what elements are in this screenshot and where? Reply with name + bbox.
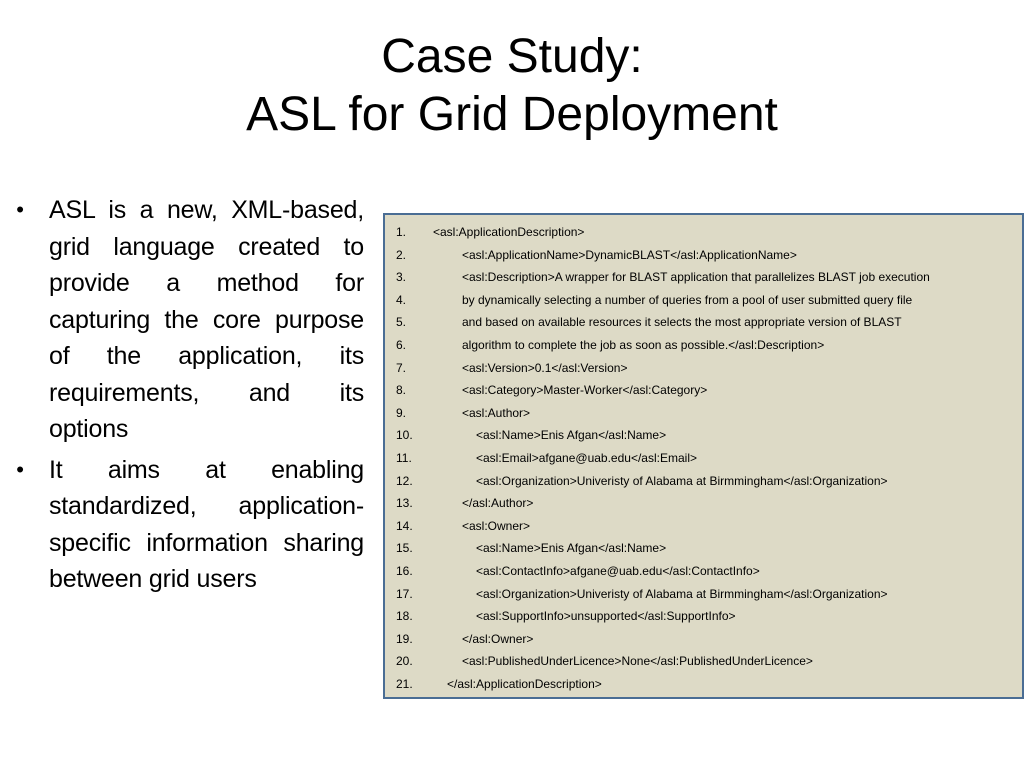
line-number: 16. <box>396 563 413 578</box>
code-line <box>385 379 1022 402</box>
line-text: <asl:Category>Master-Worker</asl:Category> <box>462 383 708 398</box>
line-text: and based on available resources it selects the most appropriate version of BLAST <box>462 315 902 330</box>
line-number: 1. <box>396 225 407 239</box>
code-line <box>385 402 1022 425</box>
code-line <box>385 221 1022 244</box>
line-text: <asl:Name>Enis Afgan</asl:Name> <box>476 541 667 556</box>
line-number: 6. <box>396 337 407 352</box>
line-text: <asl:Organization>Univeristy of Alabama at Birmmingham</asl:Organization> <box>476 473 888 488</box>
line-text: <asl:Version>0.1</asl:Version> <box>462 360 628 375</box>
code-line <box>385 289 1022 312</box>
line-number: 21. <box>396 676 413 691</box>
line-text: algorithm to complete the job as soon as possible.</asl:Description> <box>462 337 825 352</box>
line-number: 9. <box>396 405 407 420</box>
code-line <box>385 311 1022 334</box>
line-number: 7. <box>396 360 407 375</box>
code-listing <box>383 213 1024 699</box>
code-line <box>385 583 1022 606</box>
bullet-item <box>10 192 364 448</box>
bullet-icon: • <box>16 197 24 222</box>
line-text: <asl:Email>afgane@uab.edu</asl:Email> <box>476 450 697 465</box>
line-number: 8. <box>396 383 407 398</box>
line-number: 10. <box>396 428 413 443</box>
code-line <box>385 266 1022 289</box>
code-line <box>385 334 1022 357</box>
bullet-text: It aims at enabling standardized, application-specific information sharing between grid users <box>49 455 364 593</box>
line-number: 11. <box>396 450 412 465</box>
code-line <box>385 605 1022 628</box>
code-line <box>385 560 1022 583</box>
line-text: <asl:ContactInfo>afgane@uab.edu</asl:ContactInfo> <box>476 563 760 578</box>
bullet-item <box>10 452 364 598</box>
code-line <box>385 515 1022 538</box>
bullet-text: ASL is a new, XML-based, grid language created to provide a method for capturing the core purpose of the application, its requirements, and its options <box>49 196 364 443</box>
line-text: <asl:ApplicationDescription> <box>433 225 585 239</box>
line-text: </asl:Owner> <box>462 631 534 646</box>
code-line <box>385 650 1022 673</box>
code-line <box>385 537 1022 560</box>
line-text: <asl:Description>A wrapper for BLAST application that parallelizes BLAST job execution <box>462 270 930 285</box>
code-line <box>385 244 1022 267</box>
line-text: <asl:Owner> <box>462 518 531 533</box>
code-line <box>385 357 1022 380</box>
line-text: <asl:PublishedUnderLicence>None</asl:PublishedUnderLicence> <box>462 654 813 669</box>
line-number: 3. <box>396 270 407 285</box>
line-text: by dynamically selecting a number of queries from a pool of user submitted query file <box>462 292 913 307</box>
bullet-list <box>10 192 364 602</box>
slide-title-line-2: ASL for Grid Deployment <box>246 88 778 141</box>
line-text: </asl:ApplicationDescription> <box>447 676 602 691</box>
code-line <box>385 628 1022 651</box>
line-number: 20. <box>396 654 413 669</box>
slide-title-line-1: Case Study: <box>381 30 643 83</box>
code-line <box>385 470 1022 493</box>
line-text: <asl:Author> <box>462 405 531 420</box>
line-number: 18. <box>396 609 413 624</box>
line-text: <asl:Name>Enis Afgan</asl:Name> <box>476 428 667 443</box>
line-number: 19. <box>396 631 413 646</box>
line-text: </asl:Author> <box>462 496 534 511</box>
line-number: 2. <box>396 247 407 262</box>
line-number: 17. <box>396 586 413 601</box>
line-number: 4. <box>396 292 407 307</box>
slide-title <box>0 28 1024 144</box>
line-text: <asl:SupportInfo>unsupported</asl:SupportInfo> <box>476 609 736 624</box>
line-text: <asl:ApplicationName>DynamicBLAST</asl:ApplicationName> <box>462 247 797 262</box>
line-number: 5. <box>396 315 407 330</box>
line-number: 14. <box>396 518 413 533</box>
line-number: 13. <box>396 496 413 511</box>
code-line <box>385 424 1022 447</box>
code-line <box>385 673 1022 696</box>
line-text: <asl:Organization>Univeristy of Alabama at Birmmingham</asl:Organization> <box>476 586 888 601</box>
code-line <box>385 447 1022 470</box>
line-number: 12. <box>396 473 413 488</box>
code-line <box>385 492 1022 515</box>
bullet-icon: • <box>16 456 24 482</box>
line-number: 15. <box>396 541 413 556</box>
